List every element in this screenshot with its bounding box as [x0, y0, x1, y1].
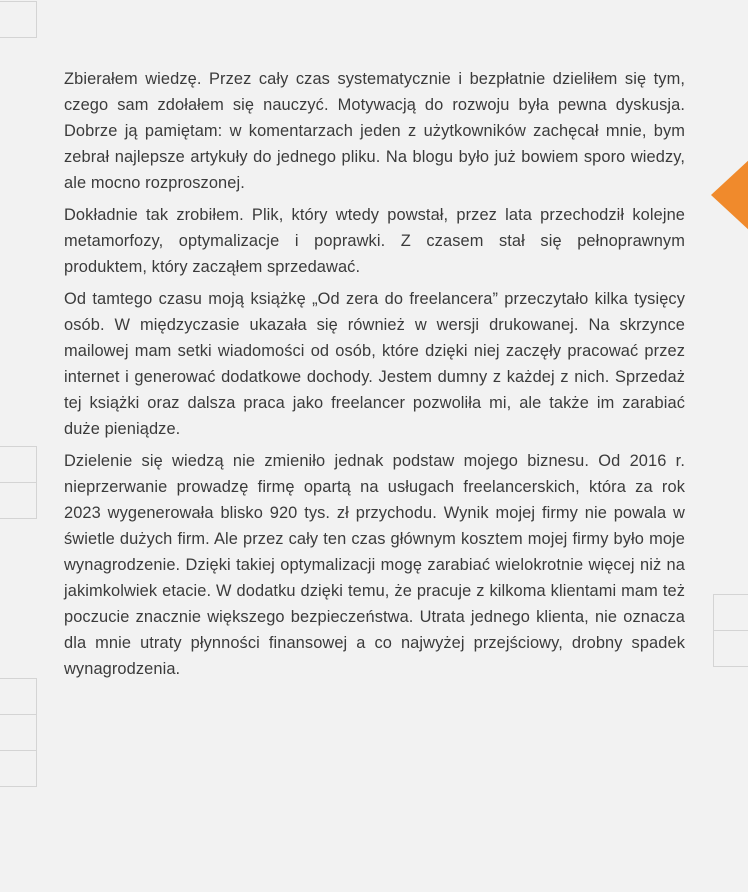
orange-arrow-icon — [711, 158, 748, 232]
decorative-box — [713, 630, 748, 667]
decorative-box — [0, 482, 37, 519]
paragraph: Od tamtego czasu moją książkę „Od zera do freelancera” przeczytało kilka tysięcy osób. W międzyczasie ukazała się również w wersji drukowanej. Na skrzynce mailowej mam setki wiadomości od osób, które dzięki niej zaczęły pracować przez internet i generować dodatkowe dochody. Jestem dumny z każdej z nich. Sprzedaż tej książki oraz dalsza praca jako freelancer pozwoliła mi, ale także im zarabiać duże pieniądze. — [64, 290, 685, 438]
article-body — [64, 66, 685, 688]
paragraph: Dokładnie tak zrobiłem. Plik, który wtedy powstał, przez lata przechodził kolejne metamorfozy, optymalizacje i poprawki. Z czasem stał się pełnoprawnym produktem, który zacząłem sprzedawać. — [64, 206, 685, 276]
decorative-box — [0, 714, 37, 751]
decorative-box — [0, 678, 37, 715]
paragraph: Zbierałem wiedzę. Przez cały czas systematycznie i bezpłatnie dzieliłem się tym, czego sam zdołałem się nauczyć. Motywacją do rozwoju była pewna dyskusja. Dobrze ją pamiętam: w komentarzach jeden z użytkowników zachęcał mnie, bym zebrał najlepsze artykuły do jednego pliku. Na blogu było już bowiem sporo wiedzy, ale mocno rozproszonej. — [64, 70, 685, 192]
decorative-box — [0, 1, 37, 38]
decorative-box — [0, 750, 37, 787]
paragraph: Dzielenie się wiedzą nie zmieniło jednak podstaw mojego biznesu. Od 2016 r. nieprzerwanie prowadzę firmę opartą na usługach freelancerskich, która za rok 2023 wygenerowała blisko 920 tys. zł przychodu. Wynik mojej firmy nie powala w świetle dużych firm. Ale przez cały ten czas głównym kosztem mojej firmy było moje wynagrodzenie. Dzięki takiej optymalizacji mogę zarabiać wielokrotnie więcej niż na jakimkolwiek etacie. W dodatku dzięki temu, że pracuje z kilkoma klientami mam też poczucie znacznie większego bezpieczeństwa. Utrata jednego klienta, nie oznacza dla mnie utraty płynności finansowej a co najwyżej przejściowy, drobny spadek wynagrodzenia. — [64, 452, 685, 678]
decorative-box — [713, 594, 748, 631]
decorative-box — [0, 446, 37, 483]
